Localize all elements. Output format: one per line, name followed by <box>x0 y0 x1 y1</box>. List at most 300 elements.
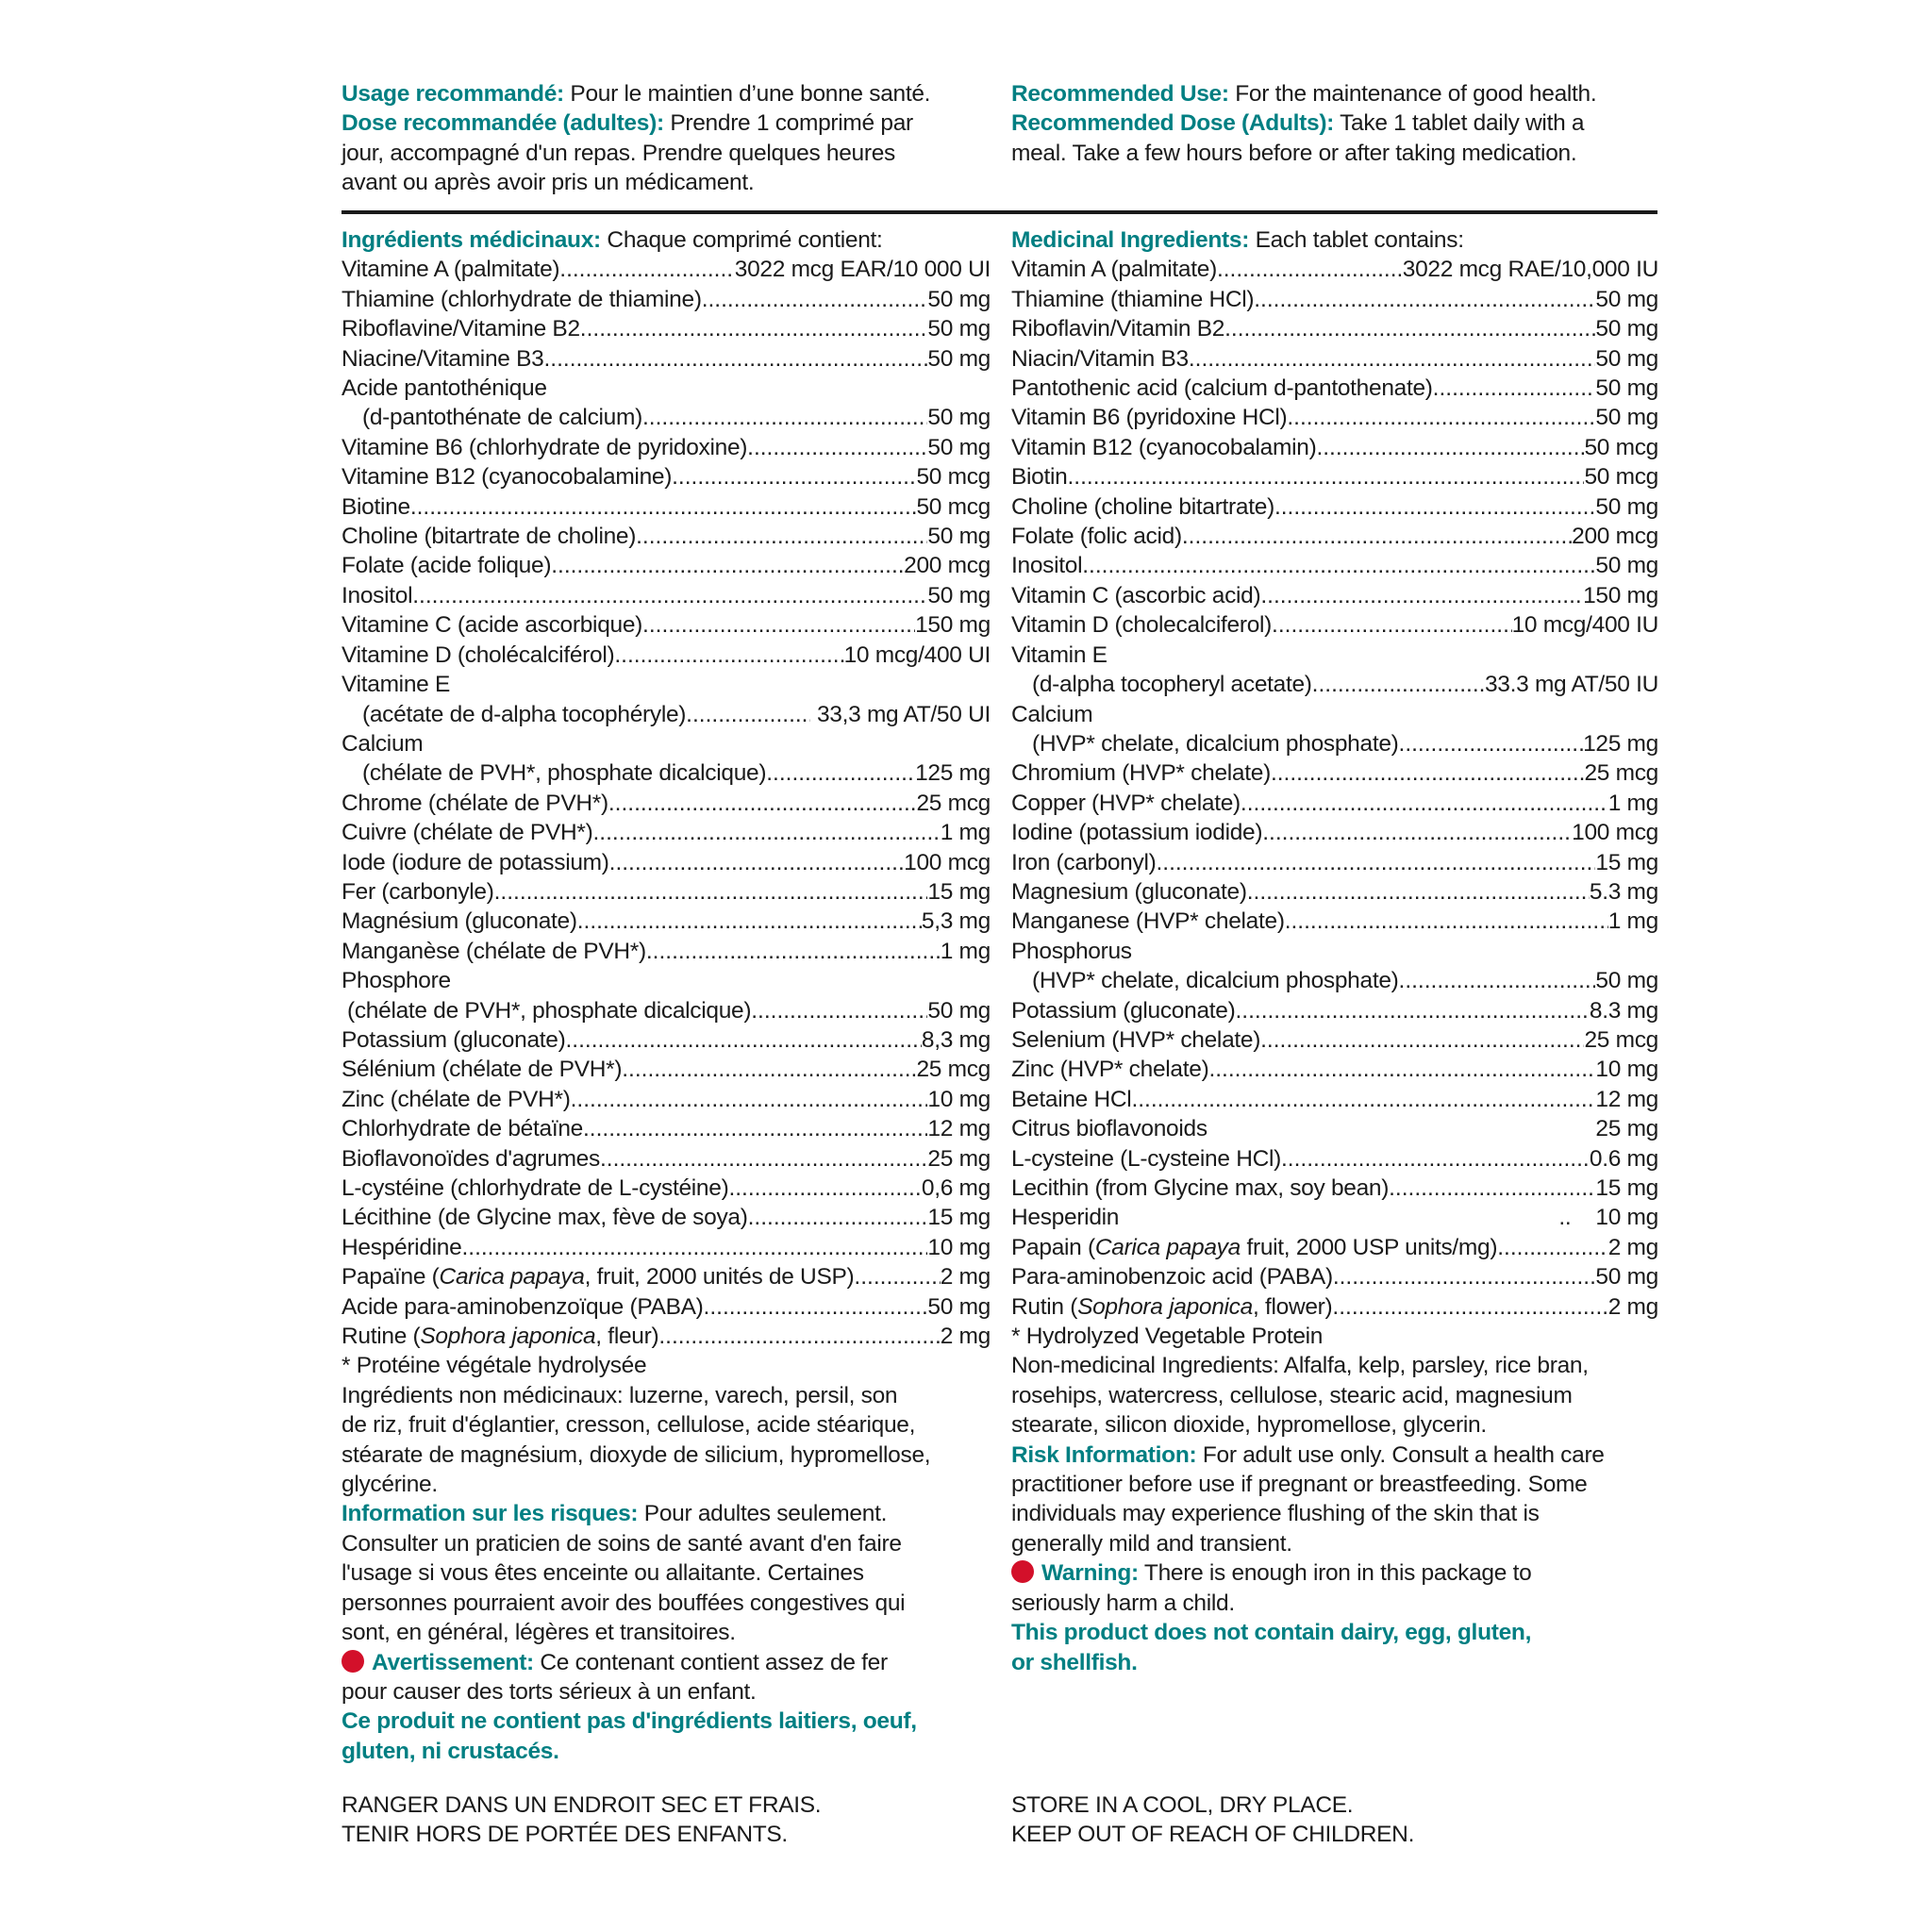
ingredient-name: Biotine <box>341 493 410 520</box>
ingredient-amount: 125 mg <box>915 760 991 787</box>
fr-risk-line: sont, en général, légères et transitoires. <box>341 1620 736 1646</box>
ingredient-name: Vitamin B6 (pyridoxine HCl) <box>1011 405 1288 431</box>
ingredient-name: L-cystéine (chlorhydrate de L-cystéine) <box>341 1175 729 1201</box>
fr-risk-info <box>341 1499 991 1647</box>
ingredient-amount: 10 mcg/400 UI <box>843 641 991 668</box>
ingredient-row <box>341 403 991 432</box>
fr-allergen-line: gluten, ni crustacés. <box>341 1738 559 1764</box>
ingredient-row <box>1011 255 1658 284</box>
en-usage-section <box>1011 79 1658 168</box>
ingredient-name: Papain (Carica papaya fruit, 2000 USP units/mg) <box>1011 1234 1498 1260</box>
dot-leader <box>658 1322 940 1351</box>
ingredient-row <box>341 700 991 729</box>
fr-dose-line: avant ou après avoir pris un médicament. <box>341 170 755 196</box>
ingredient-row <box>341 1174 991 1203</box>
dot-leader <box>583 1114 927 1143</box>
ingredient-row <box>1011 789 1658 818</box>
fr-allergen-statement <box>341 1707 991 1766</box>
dot-leader <box>410 492 917 522</box>
dot-leader <box>1281 1144 1590 1174</box>
fr-hvp-note: * Protéine végétale hydrolysée <box>341 1353 647 1379</box>
dot-leader <box>1217 255 1403 284</box>
ingredient-row <box>341 1203 991 1232</box>
dot-leader <box>1316 433 1584 462</box>
ingredient-row <box>341 848 991 877</box>
dot-leader <box>1235 996 1589 1025</box>
ingredient-amount: 2 mg <box>940 1324 991 1350</box>
dot-leader <box>593 818 941 847</box>
ingredient-name: Citrus bioflavonoids <box>1011 1116 1208 1142</box>
ingredient-amount: 50 mg <box>1595 1264 1658 1291</box>
ingredient-amount: 50 mg <box>927 345 991 372</box>
dot-leader <box>1285 907 1608 936</box>
ingredient-name: Vitamin B12 (cyanocobalamin) <box>1011 434 1317 460</box>
ingredient-name: L-cysteine (L-cysteine HCl) <box>1011 1145 1281 1172</box>
ingredient-row <box>341 285 991 314</box>
ingredient-name: Fer (carbonyle) <box>341 878 494 905</box>
dot-leader <box>748 1203 928 1232</box>
dot-leader <box>494 877 928 907</box>
dot-leader <box>622 1055 916 1084</box>
dot-leader <box>543 344 927 374</box>
ingredient-row <box>341 966 991 995</box>
ingredient-name: (HVP* chelate, dicalcium phosphate) <box>1032 968 1399 994</box>
en-ingredients-label: Medicinal Ingredients: <box>1011 227 1250 253</box>
ingredient-amount: 10 mg <box>927 1234 991 1260</box>
dot-leader <box>642 610 915 640</box>
ingredient-name: Calcium <box>1011 701 1093 727</box>
ingredient-amount: 50 mg <box>927 997 991 1024</box>
fr-risk-label: Information sur les risques: <box>341 1501 639 1527</box>
ingredient-row <box>341 1144 991 1174</box>
dot-leader <box>672 462 916 491</box>
ingredient-name: Iodine (potassium iodide) <box>1011 820 1263 846</box>
ingredient-amount: 12 mg <box>927 1116 991 1142</box>
ingredient-name: Phosphorus <box>1011 938 1132 964</box>
dot-leader <box>1082 551 1595 580</box>
fr-storage-line: RANGER DANS UN ENDROIT SEC ET FRAIS. <box>341 1792 822 1818</box>
ingredient-row <box>1011 1085 1658 1114</box>
ingredient-name: Bioflavonoïdes d'agrumes <box>341 1145 600 1172</box>
ingredient-row <box>1011 907 1658 936</box>
ingredient-amount: 50 mg <box>1595 493 1658 520</box>
ingredient-row <box>1011 314 1658 343</box>
ingredient-name: Choline (choline bitartrate) <box>1011 493 1274 520</box>
ingredient-name: (d-alpha tocopheryl acetate) <box>1032 672 1312 698</box>
ingredient-row <box>1011 581 1658 610</box>
ingredient-row <box>341 729 991 758</box>
en-warning-line: There is enough iron in this package to <box>1138 1560 1532 1587</box>
ingredient-name: Vitamin E <box>1011 641 1108 668</box>
ingredient-row <box>1011 522 1658 551</box>
ingredient-name: Folate (acide folique) <box>341 553 552 579</box>
dot-leader <box>412 581 927 610</box>
en-storage-line: KEEP OUT OF REACH OF CHILDREN. <box>1011 1822 1415 1848</box>
stop-sign-icon <box>1011 1560 1034 1583</box>
en-dose-label: Recommended Dose (Adults): <box>1011 110 1335 137</box>
ingredient-row <box>341 877 991 907</box>
ingredient-amount: 15 mg <box>927 1205 991 1231</box>
en-allergen-line: or shellfish. <box>1011 1649 1138 1675</box>
dot-leader <box>1254 285 1595 314</box>
ingredient-row <box>1011 433 1658 462</box>
ingredient-amount: 50 mg <box>927 286 991 312</box>
ingredient-name: Para-aminobenzoic acid (PABA) <box>1011 1264 1333 1291</box>
ingredient-row <box>1011 551 1658 580</box>
en-ingredients-section <box>1011 225 1658 1677</box>
ingredient-name: Vitamine D (cholécalciférol) <box>341 641 615 668</box>
dot-leader <box>686 700 810 729</box>
ingredient-amount: 50 mg <box>1595 345 1658 372</box>
ingredient-amount: 15 mg <box>1595 849 1658 875</box>
dot-leader <box>702 285 928 314</box>
dot-leader <box>642 403 927 432</box>
ingredient-amount: 50 mg <box>1595 316 1658 342</box>
fr-warning-line: pour causer des torts sérieux à un enfant. <box>341 1678 757 1705</box>
ingredient-row <box>1011 285 1658 314</box>
dot-leader <box>1274 492 1595 522</box>
en-non-medicinal <box>1011 1351 1658 1440</box>
ingredient-row <box>1011 818 1658 847</box>
ingredient-name: Niacine/Vitamine B3 <box>341 345 544 372</box>
ingredient-latin-name: Sophora japonica <box>420 1324 596 1350</box>
ingredient-name: Rutine (Sophora japonica, fleur) <box>341 1324 659 1350</box>
ingredient-row <box>341 641 991 670</box>
ingredient-name: (chélate de PVH*, phosphate dicalcique) <box>347 997 752 1024</box>
ingredient-name: Chromium (HVP* chelate) <box>1011 760 1271 787</box>
dot-leader <box>636 522 927 551</box>
ingredient-name: Hespéridine <box>341 1234 462 1260</box>
ingredient-name: Riboflavin/Vitamin B2 <box>1011 316 1225 342</box>
dot-leader <box>571 1085 928 1114</box>
ingredient-name: Acide pantothénique <box>341 375 547 402</box>
ingredient-row <box>341 610 991 640</box>
ingredient-amount: 10 mg <box>1595 1057 1658 1083</box>
ingredient-name: Chrome (chélate de PVH*) <box>341 790 608 816</box>
fr-usage-text: Pour le maintien d’une bonne santé. <box>563 81 931 107</box>
ingredient-amount: 25 mcg <box>1584 1026 1658 1053</box>
ingredient-row <box>341 670 991 699</box>
ingredient-row <box>341 1114 991 1143</box>
ingredient-row <box>1011 848 1658 877</box>
ingredient-amount: 1 mg <box>940 820 991 846</box>
en-storage-line: STORE IN A COOL, DRY PLACE. <box>1011 1792 1354 1818</box>
fr-usage-section <box>341 79 991 198</box>
ingredient-name: Inositol <box>341 582 413 608</box>
dot-leader <box>580 314 928 343</box>
stop-sign-icon <box>341 1650 364 1673</box>
dot-leader <box>565 1025 921 1055</box>
ingredient-name: (chélate de PVH*, phosphate dicalcique) <box>362 760 767 787</box>
en-dose-line: Take 1 tablet daily with a <box>1334 110 1585 137</box>
ingredient-amount: 150 mg <box>915 612 991 639</box>
fr-risk-line: Pour adultes seulement. <box>638 1501 888 1527</box>
dot-leader <box>1208 1055 1595 1084</box>
ingredient-row <box>1011 1144 1658 1174</box>
dot-leader <box>1332 1292 1607 1322</box>
ingredient-name: Rutin (Sophora japonica, flower) <box>1011 1293 1333 1320</box>
en-usage-text: For the maintenance of good health. <box>1228 81 1597 107</box>
ingredient-amount: 50 mg <box>1595 968 1658 994</box>
ingredient-name: Pantothenic acid (calcium d-pantothenate) <box>1011 375 1433 402</box>
ingredient-row <box>1011 1174 1658 1203</box>
ingredient-name: Vitamin D (cholecalciferol) <box>1011 612 1273 639</box>
en-non-medicinal-line: Non-medicinal Ingredients: Alfalfa, kelp, parsley, rice bran, <box>1011 1353 1589 1379</box>
ingredient-name: Zinc (chélate de PVH*) <box>341 1086 571 1112</box>
ingredient-row <box>341 996 991 1025</box>
en-ingredient-list <box>1011 255 1658 1322</box>
dot-leader <box>1399 729 1584 758</box>
dot-leader <box>608 789 917 818</box>
ingredient-amount: 5,3 mg <box>921 908 991 935</box>
en-ingredients-intro: Each tablet contains: <box>1249 227 1464 253</box>
ingredient-amount: 50 mg <box>1595 375 1658 402</box>
ingredient-row <box>341 433 991 462</box>
ingredient-name: Cuivre (chélate de PVH*) <box>341 820 593 846</box>
divider-rule <box>341 210 1657 214</box>
ingredient-amount: 8,3 mg <box>921 1026 991 1053</box>
ingredient-row <box>341 255 991 284</box>
ingredient-name: Vitamine C (acide ascorbique) <box>341 612 643 639</box>
dot-leader <box>1433 374 1596 403</box>
ingredient-name: Chlorhydrate de bétaïne <box>341 1116 583 1142</box>
ingredient-amount: 10 mg <box>927 1086 991 1112</box>
dot-leader <box>577 907 922 936</box>
ingredient-row <box>341 1262 991 1291</box>
fr-non-medicinal-line: Ingrédients non médicinaux: luzerne, varech, persil, son <box>341 1382 898 1408</box>
en-allergen-line: This product does not contain dairy, egg, gluten, <box>1011 1620 1532 1646</box>
ingredient-row <box>341 1085 991 1114</box>
ingredient-amount: 8.3 mg <box>1589 997 1658 1024</box>
fr-ingredient-list <box>341 255 991 1351</box>
en-warning-line: seriously harm a child. <box>1011 1590 1235 1616</box>
ingredient-name: Manganèse (chélate de PVH*) <box>341 938 646 964</box>
ingredient-name: (HVP* chelate, dicalcium phosphate) <box>1032 730 1399 757</box>
dot-leader <box>1241 789 1608 818</box>
ingredient-amount: 15 mg <box>1595 1175 1658 1201</box>
ingredient-amount: 25 mcg <box>916 1057 991 1083</box>
dot-leader <box>1399 966 1596 995</box>
fr-warning <box>341 1648 991 1707</box>
ingredient-amount: 50 mcg <box>916 464 991 491</box>
dot-leader <box>751 996 927 1025</box>
ingredient-row <box>341 789 991 818</box>
ingredient-row <box>1011 1262 1658 1291</box>
ingredient-name: (acétate de d-alpha tocophéryle) <box>362 701 687 727</box>
ingredient-name: Zinc (HVP* chelate) <box>1011 1057 1209 1083</box>
fr-warning-line: Ce contenant contient assez de fer <box>533 1649 888 1675</box>
dot-leader <box>461 1233 927 1262</box>
ingredient-amount: 100 mcg <box>904 849 991 875</box>
ingredient-amount: 50 mg <box>1595 553 1658 579</box>
dot-leader <box>1224 314 1595 343</box>
ingredient-row <box>341 344 991 374</box>
ingredient-row <box>1011 1055 1658 1084</box>
dot-leader <box>704 1292 928 1322</box>
ingredient-row <box>1011 758 1658 788</box>
ingredient-name: Vitamine B6 (chlorhydrate de pyridoxine) <box>341 434 748 460</box>
ingredient-amount: 50 mcg <box>1584 464 1658 491</box>
dot-leader <box>614 641 843 670</box>
ingredient-row <box>1011 344 1658 374</box>
dot-leader <box>1156 848 1595 877</box>
fr-warning-label: Avertissement: <box>372 1649 534 1675</box>
dot-leader <box>559 255 735 284</box>
ingredient-amount: 50 mg <box>1595 405 1658 431</box>
en-storage-section <box>1011 1790 1414 1850</box>
ingredient-row <box>341 551 991 580</box>
fr-risk-line: Consulter un praticien de soins de santé avant d'en faire <box>341 1530 902 1557</box>
ingredient-row <box>341 314 991 343</box>
ingredient-amount: 0.6 mg <box>1589 1145 1658 1172</box>
ingredient-amount: 200 mcg <box>904 553 991 579</box>
fr-non-medicinal-line: stéarate de magnésium, dioxyde de silicium, hypromellose, <box>341 1441 931 1468</box>
ingredient-amount: 50 mcg <box>916 493 991 520</box>
en-risk-line: For adult use only. Consult a health care <box>1196 1441 1605 1468</box>
en-hvp-note: * Hydrolyzed Vegetable Protein <box>1011 1324 1324 1350</box>
dot-leader <box>646 937 941 966</box>
ingredient-name: Magnésium (gluconate) <box>341 908 577 935</box>
en-non-medicinal-line: rosehips, watercress, cellulose, stearic acid, magnesium <box>1011 1382 1573 1408</box>
en-warning <box>1011 1558 1658 1618</box>
ingredient-name: Potassium (gluconate) <box>341 1026 566 1053</box>
fr-non-medicinal-line: de riz, fruit d'églantier, cresson, cellulose, acide stéarique, <box>341 1412 916 1439</box>
en-risk-line: individuals may experience flushing of the skin that is <box>1011 1501 1540 1527</box>
fr-ingredients-intro: Chaque comprimé contient: <box>600 227 883 253</box>
dot-leader <box>766 758 915 788</box>
ingredient-amount: 50 mcg <box>1584 434 1658 460</box>
ingredient-row <box>1011 403 1658 432</box>
ingredient-name: Betaine HCl <box>1011 1086 1132 1112</box>
ingredient-amount: 5.3 mg <box>1589 878 1658 905</box>
dot-leader <box>1247 877 1590 907</box>
ingredient-row <box>1011 670 1658 699</box>
en-risk-label: Risk Information: <box>1011 1441 1197 1468</box>
fr-risk-line: personnes pourraient avoir des bouffées congestives qui <box>341 1590 906 1616</box>
ingredient-row <box>341 1233 991 1262</box>
fr-usage-label: Usage recommandé: <box>341 81 564 107</box>
en-risk-info <box>1011 1441 1658 1559</box>
ingredient-row <box>1011 1292 1658 1322</box>
ingredient-name: Vitamin C (ascorbic acid) <box>1011 582 1261 608</box>
ingredient-latin-name: Carica papaya <box>1094 1234 1241 1260</box>
ingredient-row <box>341 758 991 788</box>
en-dose-line: meal. Take a few hours before or after taking medication. <box>1011 140 1577 166</box>
ingredient-name: Niacin/Vitamin B3 <box>1011 345 1189 372</box>
dot-leader <box>1260 581 1583 610</box>
ingredient-amount: 50 mg <box>927 524 991 550</box>
ingredient-amount: 25 mcg <box>1584 760 1658 787</box>
ingredient-row <box>341 1292 991 1322</box>
dot-leader <box>609 848 904 877</box>
ingredient-name: Lécithine (de Glycine max, fève de soya) <box>341 1205 748 1231</box>
dot-leader <box>1287 403 1595 432</box>
ingredient-name: Sélénium (chélate de PVH*) <box>341 1057 623 1083</box>
ingredient-amount: 50 mg <box>1595 286 1658 312</box>
ingredient-amount: 0,6 mg <box>921 1175 991 1201</box>
ingredient-row <box>341 1322 991 1351</box>
ingredient-row <box>1011 966 1658 995</box>
ingredient-row <box>341 374 991 403</box>
ingredient-latin-name: Sophora japonica <box>1077 1293 1253 1320</box>
ingredient-amount: 50 mg <box>927 405 991 431</box>
ingredient-name: Manganese (HVP* chelate) <box>1011 908 1285 935</box>
ingredient-row <box>1011 492 1658 522</box>
ingredient-row <box>341 522 991 551</box>
ingredient-amount: 25 mg <box>1595 1116 1658 1142</box>
fr-dose-line: Prendre 1 comprimé par <box>663 110 913 137</box>
ingredient-amount: 15 mg <box>927 878 991 905</box>
ingredient-row <box>1011 1233 1658 1262</box>
ingredient-amount: 25 mcg <box>916 790 991 816</box>
ingredient-row <box>341 1055 991 1084</box>
ingredient-row <box>1011 1025 1658 1055</box>
ingredient-name: Hesperidin <box>1011 1205 1120 1231</box>
ingredient-name: Inositol <box>1011 553 1083 579</box>
ingredient-amount: 33,3 mg AT/50 UI <box>810 701 991 727</box>
ingredient-amount: 2 mg <box>1607 1234 1658 1260</box>
ingredient-row <box>341 1025 991 1055</box>
ingredient-row <box>1011 610 1658 640</box>
dot-leader <box>1272 610 1512 640</box>
ingredient-name: Folate (folic acid) <box>1011 524 1182 550</box>
ingredient-amount: 100 mcg <box>1572 820 1658 846</box>
ingredient-amount: 3022 mcg EAR/10 000 UI <box>734 257 991 283</box>
ingredient-row <box>341 581 991 610</box>
dot-leader <box>1068 462 1585 491</box>
ingredient-name: Choline (bitartrate de choline) <box>341 524 637 550</box>
ingredient-name: Vitamine A (palmitate) <box>341 257 560 283</box>
ingredient-amount: .. 10 mg <box>1558 1205 1658 1231</box>
ingredient-name: Calcium <box>341 730 424 757</box>
ingredient-name: Papaïne (Carica papaya, fruit, 2000 unités de USP) <box>341 1264 855 1291</box>
ingredient-amount: 50 mg <box>927 582 991 608</box>
ingredient-amount: 25 mg <box>927 1145 991 1172</box>
ingredient-name: Potassium (gluconate) <box>1011 997 1236 1024</box>
en-allergen-statement <box>1011 1618 1658 1677</box>
ingredient-amount: 50 mg <box>927 1293 991 1320</box>
ingredient-amount: 125 mg <box>1583 730 1658 757</box>
ingredient-name: Copper (HVP* chelate) <box>1011 790 1241 816</box>
en-warning-label: Warning: <box>1041 1560 1139 1587</box>
ingredient-name: Iron (carbonyl) <box>1011 849 1157 875</box>
ingredient-name: Iode (iodure de potassium) <box>341 849 609 875</box>
fr-storage-section <box>341 1790 821 1850</box>
dot-leader <box>854 1262 940 1291</box>
ingredient-row <box>1011 700 1658 729</box>
ingredient-name: Vitamine B12 (cyanocobalamine) <box>341 464 673 491</box>
ingredient-amount: 33.3 mg AT/50 IU <box>1484 672 1658 698</box>
en-non-medicinal-line: stearate, silicon dioxide, hypromellose, glycerin. <box>1011 1412 1487 1439</box>
ingredient-row <box>341 907 991 936</box>
fr-storage-line: TENIR HORS DE PORTÉE DES ENFANTS. <box>341 1822 788 1848</box>
ingredient-name: Vitamine E <box>341 672 451 698</box>
ingredient-amount: 1 mg <box>1607 790 1658 816</box>
dot-leader <box>1182 522 1572 551</box>
dot-leader <box>1312 670 1485 699</box>
ingredient-name: Acide para-aminobenzoïque (PABA) <box>341 1293 704 1320</box>
en-usage-label: Recommended Use: <box>1011 81 1229 107</box>
dot-leader <box>728 1174 921 1203</box>
dot-leader <box>600 1144 927 1174</box>
ingredient-amount: 12 mg <box>1595 1086 1658 1112</box>
ingredient-name: Selenium (HVP* chelate) <box>1011 1026 1261 1053</box>
ingredient-amount: 1 mg <box>1607 908 1658 935</box>
ingredient-row <box>1011 1203 1658 1232</box>
dot-leader <box>1271 758 1585 788</box>
ingredient-row <box>1011 877 1658 907</box>
dot-leader <box>1189 344 1596 374</box>
